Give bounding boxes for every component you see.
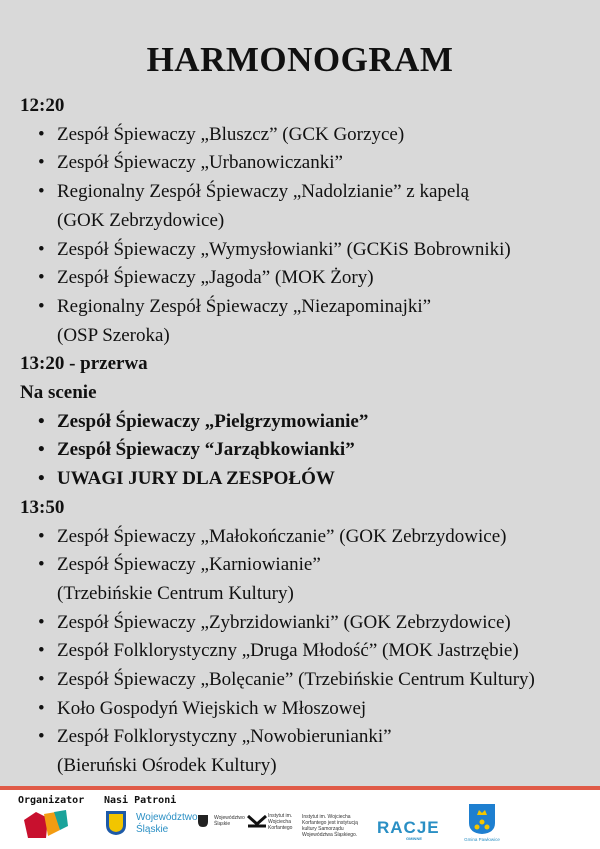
list-item-line: • Zespół Śpiewaczy „Bolęcanie” (Trzebińskie Centrum Kultury)	[57, 669, 535, 691]
performer-list	[20, 408, 595, 494]
gmina-text: Gmina Pawłowice	[464, 837, 500, 842]
page-title: HARMONOGRAM	[146, 40, 454, 79]
organizer-logo-icon	[22, 808, 70, 842]
section-subheading: Na scenie	[20, 382, 97, 404]
instytut-note: Instytut im. Wojciecha Korfantego jest instytucją kultury Samorządu Województwa Śląskiego.	[302, 814, 358, 838]
list-item	[57, 436, 595, 465]
wojewodztwo-small-text: Województwo Śląskie	[214, 815, 245, 827]
wojewodztwo-text: Województwo Śląskie	[136, 812, 198, 835]
list-item	[57, 551, 595, 608]
section-heading: 12:20	[20, 95, 65, 116]
racje-gminne: GMINNE	[406, 836, 422, 841]
performer-list	[20, 121, 595, 351]
racje-logo: RACJE	[377, 818, 440, 837]
list-item-line: (OSP Szeroka)	[57, 324, 170, 346]
list-item-line: • Koło Gospodyń Wiejskich w Młoszowej	[57, 697, 367, 719]
silesia-coat-of-arms-icon	[105, 810, 127, 836]
list-item-line: • Zespół Śpiewaczy „Małokończanie” (GOK Zebrzydowice)	[57, 525, 507, 547]
list-item	[57, 264, 595, 293]
list-item	[57, 408, 595, 437]
list-item	[57, 666, 595, 695]
list-item	[57, 149, 595, 178]
list-item	[57, 236, 595, 265]
list-item-line: • Zespół Śpiewaczy „Bluszcz” (GCK Gorzyce)	[57, 123, 405, 145]
list-item-line: • Zespół Folklorystyczny „Druga Młodość” (MOK Jastrzębie)	[57, 640, 519, 662]
section-heading: 13:50	[20, 496, 65, 518]
eagle-emblem-icon	[197, 814, 209, 828]
list-item	[57, 609, 595, 638]
list-item-line: • Zespół Śpiewaczy „Wymysłowianki” (GCKiS Bobrowniki)	[57, 238, 511, 260]
list-item-line: • Zespół Folklorystyczny „Nowobierunianki”	[57, 726, 392, 748]
list-item-line: • Zespół Śpiewaczy „Urbanowiczanki”	[57, 152, 343, 174]
list-item-line: • Zespół Śpiewaczy „Pielgrzymowianie”	[57, 410, 369, 432]
list-item-line: • Regionalny Zespół Śpiewaczy „Nadolzianie” z kapelą	[57, 181, 470, 203]
list-item	[57, 695, 595, 724]
list-item	[57, 523, 595, 552]
list-item-line: • UWAGI JURY DLA ZESPOŁÓW	[57, 468, 335, 490]
list-item	[57, 293, 595, 350]
list-item-line: • Zespół Śpiewaczy “Jarząbkowianki”	[57, 439, 355, 461]
performer-list	[20, 523, 595, 781]
list-item	[57, 121, 595, 150]
list-item-line: (Bieruński Ośrodek Kultury)	[57, 755, 277, 777]
list-item-line: (Trzebińskie Centrum Kultury)	[57, 582, 294, 604]
korfanty-institute-logo-icon	[247, 814, 267, 828]
footer	[0, 790, 600, 849]
schedule	[20, 92, 595, 781]
list-item-line: • Zespół Śpiewaczy „Karniowianie”	[57, 554, 321, 576]
list-item-line: • Zespół Śpiewaczy „Zybrzidowianki” (GOK Zebrzydowice)	[57, 611, 511, 633]
list-item-line: • Regionalny Zespół Śpiewaczy „Niezapominajki”	[57, 295, 432, 317]
list-item	[57, 637, 595, 666]
section-heading: 13:20 - przerwa	[20, 353, 148, 375]
list-item	[57, 465, 595, 494]
list-item	[57, 723, 595, 780]
list-item	[57, 178, 595, 235]
pawlowice-coat-of-arms-icon	[468, 803, 496, 835]
list-item-line: • Zespół Śpiewaczy „Jagoda” (MOK Żory)	[57, 267, 374, 289]
organizer-label: Organizator	[18, 795, 85, 806]
patrons-label: Nasi Patroni	[104, 795, 177, 806]
instytut-text: Instytut im. Wojciecha Korfantego	[268, 813, 293, 831]
list-item-line: (GOK Zebrzydowice)	[57, 209, 225, 231]
